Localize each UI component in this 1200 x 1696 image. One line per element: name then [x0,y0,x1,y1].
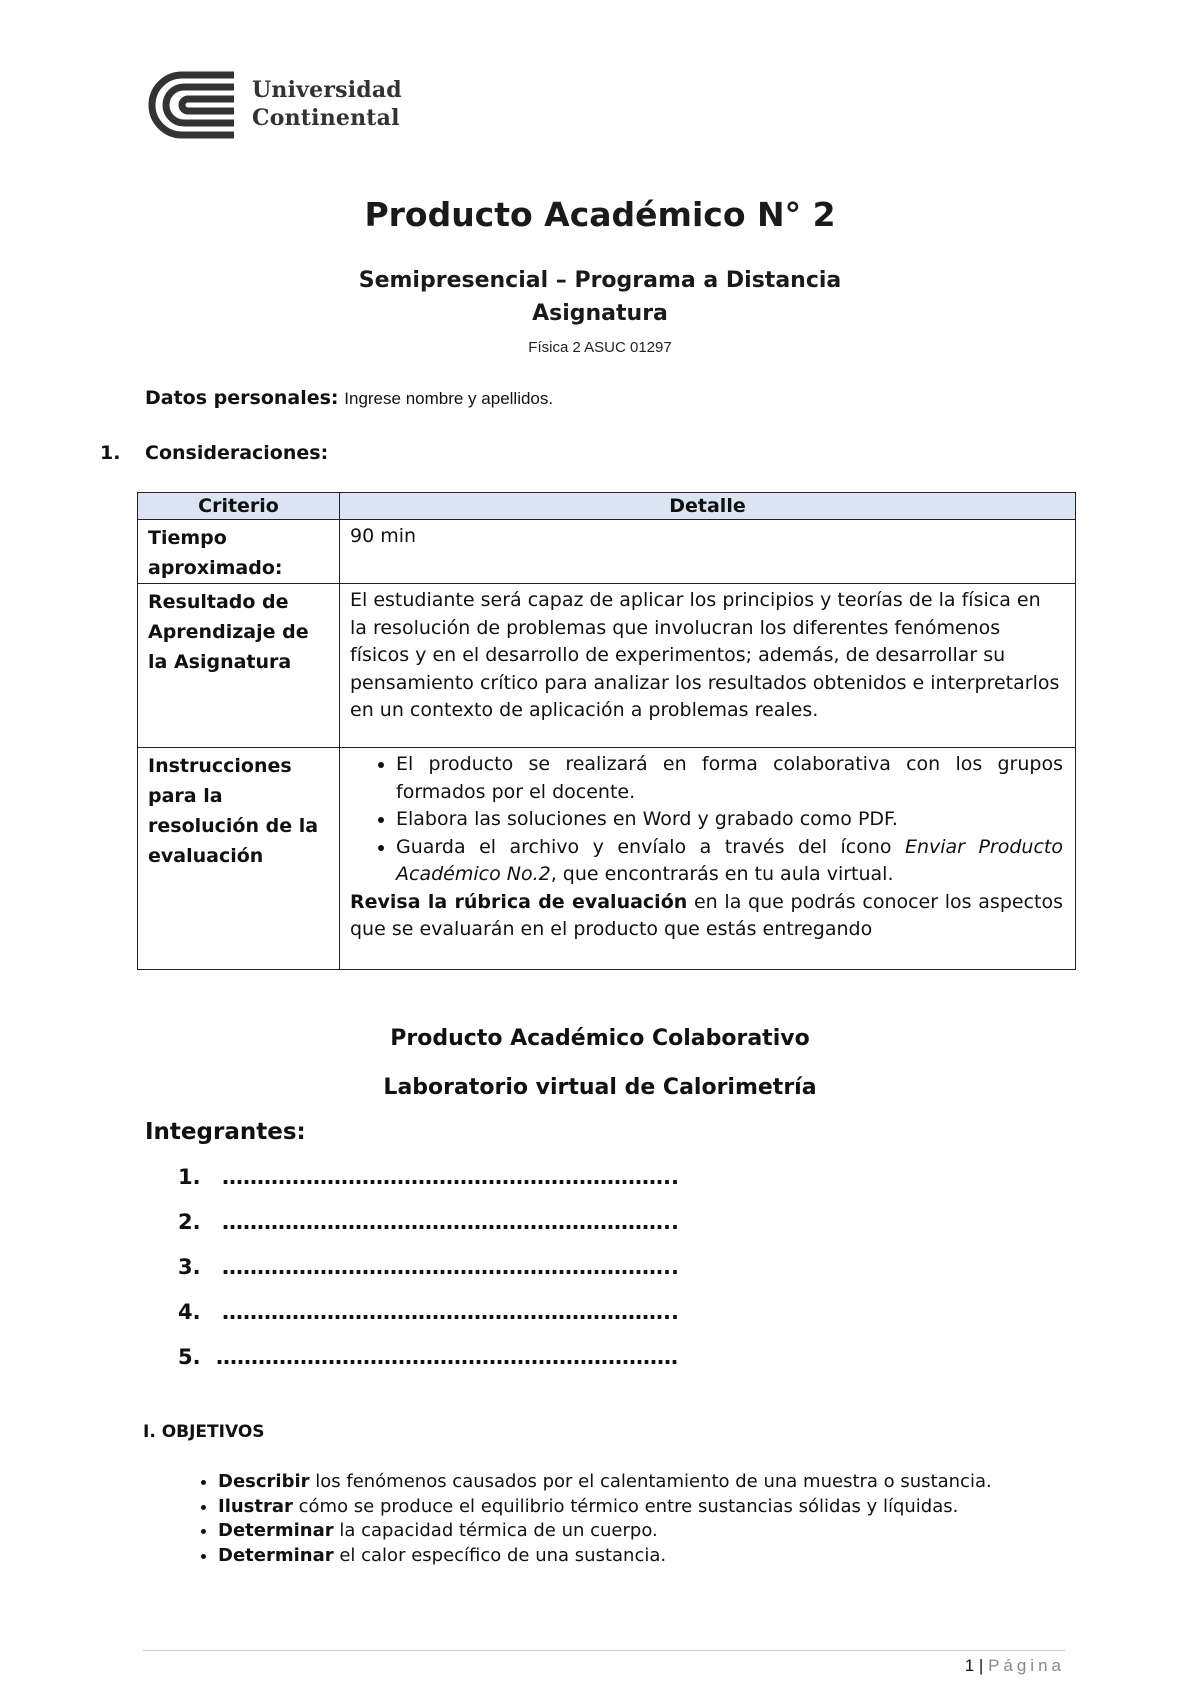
member-number: 2. [178,1210,201,1234]
bullet-italic-text: Enviar Producto Académico No.2 [396,835,1063,885]
member-blank: ………………………………………………………… [216,1345,678,1369]
section-title: Consideraciones: [145,442,329,464]
logo-line2: Continental [252,105,400,131]
university-logo [144,70,402,140]
table-row [138,748,1076,970]
personal-label: Datos personales: [145,387,339,409]
objective-text: la capacidad térmica de un cuerpo. [333,1520,658,1541]
detail-cell: 90 min [340,520,1076,584]
member-line [178,1165,679,1189]
bullet-text: Guarda el archivo y envíalo a través del ícono [396,835,905,858]
member-blank: ……………………………………………………….. [222,1300,679,1324]
member-blank: ……………………………………………………….. [222,1210,679,1234]
instructions-list [350,751,1063,889]
criteria-table [137,492,1076,970]
document-title: Producto Académico N° 2 [364,195,836,234]
section-heading-considerations [100,442,328,464]
rubric-text: en la que podrás conocer los aspectos que se evaluarán en el producto que estás entregando [350,890,1063,940]
member-line [178,1300,679,1324]
member-number: 3. [178,1255,201,1279]
list-item [218,1495,992,1520]
member-blank: ……………………………………………………….. [222,1165,679,1189]
member-line [178,1255,679,1279]
objective-verb: Determinar [218,1544,334,1566]
list-item: • Elabora las soluciones en Word y grabado como PDF. [396,806,1063,834]
page-label: Página [988,1656,1065,1675]
objectives-list [170,1470,992,1568]
list-item [396,834,1063,889]
table-header-row [138,493,1076,520]
criterion-cell: Resultado de Aprendizaje de la Asignatura [138,584,340,748]
members-label: Integrantes: [145,1119,306,1145]
member-blank: ……………………………………………………….. [222,1255,679,1279]
objective-verb: Determinar [218,1520,334,1541]
rubric-note [350,889,1063,944]
list-item: • El producto se realizará en forma colaborativa con los grupos formados por el docente. [396,751,1063,806]
personal-value: Ingrese nombre y apellidos. [344,389,554,408]
lab-title: Laboratorio virtual de Calorimetría [383,1075,817,1100]
logo-line1: Universidad [252,77,402,103]
member-number: 1. [178,1165,201,1189]
detail-cell: El estudiante será capaz de aplicar los principios y teorías de la física en la resolución de problemas que involucran los diferentes fenómenos físicos y en el desarrollo de experimentos; además, de desarrollar su pensamiento crítico para analizar los resultados obtenidos e interpretarlos en un contexto de aplicación a problemas reales. [340,584,1076,748]
column-header-criterio: Criterio [138,493,340,520]
objective-text: los fenómenos causados por el calentamiento de una muestra o sustancia. [309,1471,992,1492]
objectives-title: I. OBJETIVOS [143,1422,265,1442]
table-row [138,520,1076,584]
objective-text: cómo se produce el equilibrio térmico entre sustancias sólidas y líquidas. [292,1495,959,1517]
objective-verb: Ilustrar [218,1495,293,1517]
page-footer [965,1656,1065,1676]
objective-text: el calor específico de una sustancia. [333,1544,667,1566]
list-item [218,1544,992,1569]
member-line [178,1345,678,1369]
continental-logo-icon [144,70,244,140]
member-line [178,1210,679,1234]
collab-title: Producto Académico Colaborativo [390,1026,810,1051]
subject-label: Asignatura [532,301,668,326]
criterion-cell: Tiempo aproximado: [138,520,340,584]
member-number: 5. [178,1345,201,1369]
criterion-cell: Instrucciones para la resolución de la evaluación [138,748,340,970]
section-number: 1. [100,442,121,464]
rubric-bold: Revisa la rúbrica de evaluación [350,890,688,913]
table-row [138,584,1076,748]
footer-divider [143,1650,1065,1651]
objective-verb: Describir [218,1471,310,1492]
subtitle: Semipresencial – Programa a Distancia [358,268,842,293]
page-number: 1 [964,1656,975,1675]
list-item [218,1470,992,1495]
personal-data [145,387,553,409]
list-item [218,1519,992,1544]
column-header-detalle: Detalle [340,493,1076,520]
course-code: Física 2 ASUC 01297 [528,339,672,356]
detail-cell [340,748,1076,970]
footer-separator: | [974,1656,989,1675]
member-number: 4. [178,1300,201,1324]
bullet-text-end: , que encontrarás en tu aula virtual. [550,863,894,885]
